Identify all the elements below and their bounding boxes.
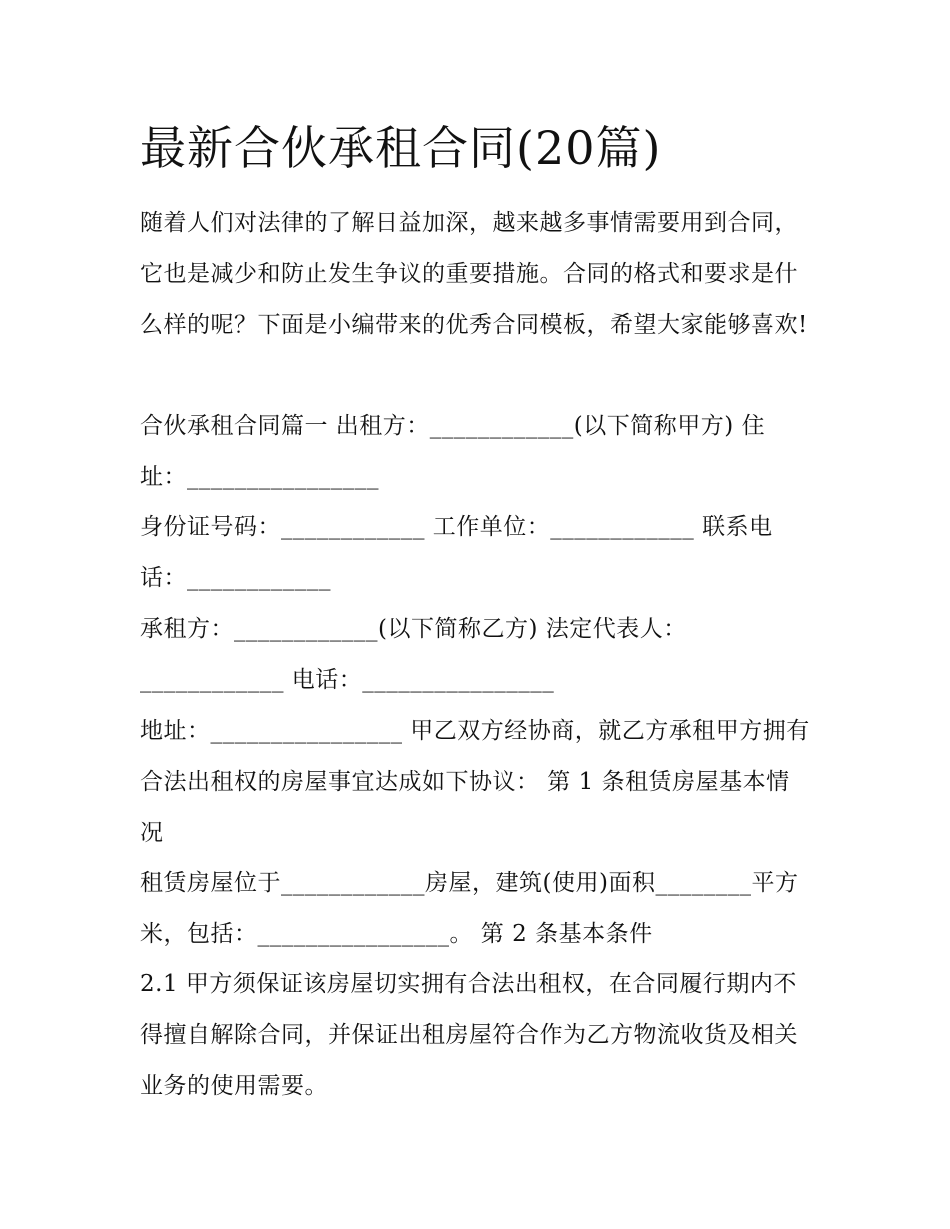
document-title: 最新合伙承租合同(20篇) <box>140 121 662 175</box>
address-article1-paragraph: 地址：________________ 甲乙双方经协商，就乙方承租甲方拥有合法出租权的房屋事宜达成如下协议： 第 1 条租赁房屋基本情况 <box>140 718 810 846</box>
location-article2-paragraph: 租赁房屋位于____________房屋，建筑(使用)面积________平方米，包括：________________。 第 2 条基本条件 <box>140 870 799 947</box>
lessee-info-paragraph: 承租方：____________(以下简称乙方) 法定代表人：____________ 电话：________________ <box>140 616 687 693</box>
intro-paragraph: 随着人们对法律的了解日益加深，越来越多事情需要用到合同，它也是减少和防止发生争议的重要措施。合同的格式和要求是什么样的呢？下面是小编带来的优秀合同模板，希望大家能够喜欢! <box>140 210 808 338</box>
id-number-paragraph: 身份证号码：____________ 工作单位：____________ 联系电话：____________ <box>140 514 773 591</box>
lessor-info-paragraph: 合伙承租合同篇一 出租方：____________(以下简称甲方) 住址：________________ <box>140 413 766 490</box>
clause-2-1-paragraph: 2.1 甲方须保证该房屋切实拥有合法出租权，在合同履行期内不得擅自解除合同，并保证出租房屋符合作为乙方物流收货及相关业务的使用需要。 <box>140 971 798 1099</box>
